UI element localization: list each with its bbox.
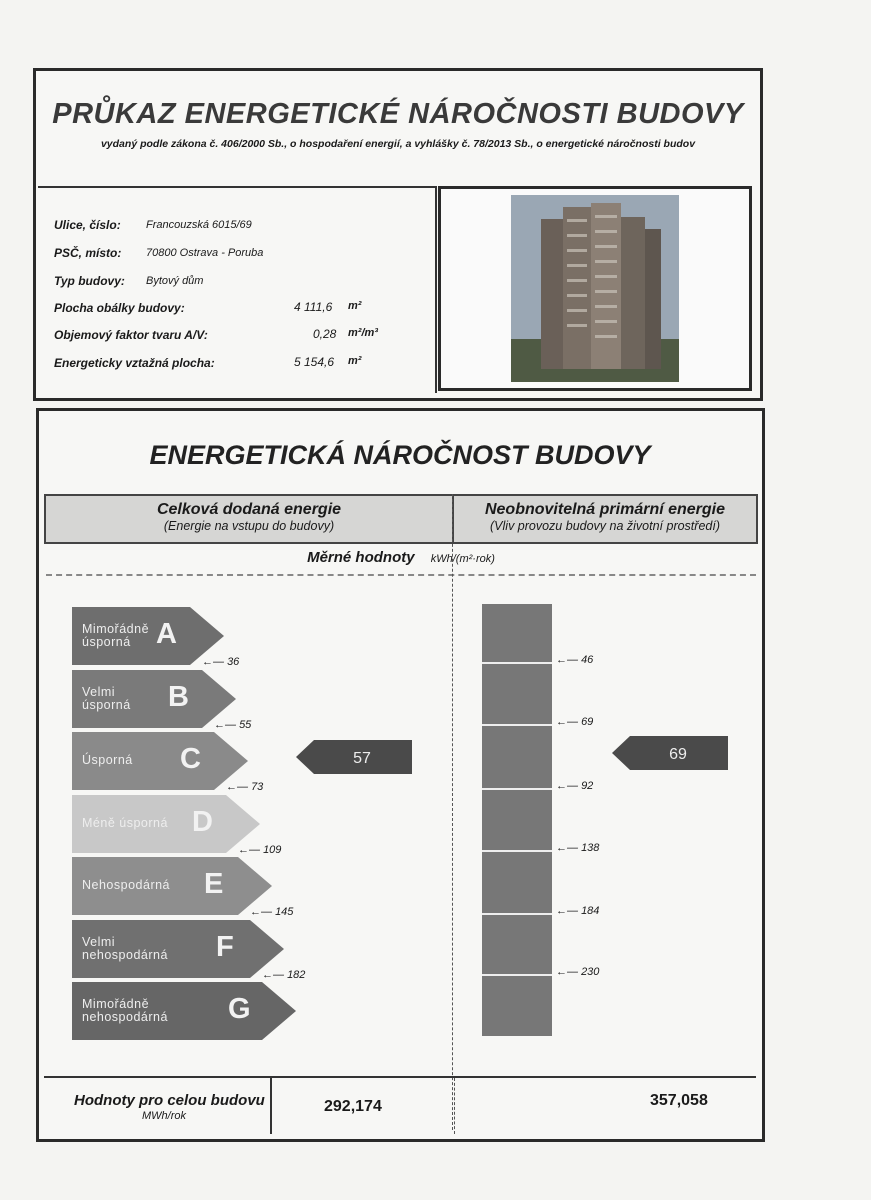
arrow-left-icon: ←— bbox=[250, 906, 276, 918]
footer-unit: MWh/rok bbox=[142, 1110, 186, 1122]
energy-class-label-line2: úsporná bbox=[82, 697, 131, 712]
bar-tick bbox=[482, 913, 552, 915]
arrow-left-icon: ←— bbox=[262, 968, 288, 981]
arrow-left-icon: ←— bbox=[202, 656, 228, 668]
footer-left-value: 292,174 bbox=[324, 1098, 382, 1115]
left-threshold bbox=[226, 781, 263, 793]
left-threshold bbox=[202, 656, 239, 668]
bar-tick bbox=[482, 788, 552, 790]
energy-class-label-line1: Velmi bbox=[82, 934, 116, 949]
right-value: 69 bbox=[669, 746, 687, 763]
energy-class-label bbox=[82, 754, 133, 767]
energy-class-label-line2: nehospodárná bbox=[82, 947, 168, 962]
energy-class-e bbox=[72, 857, 274, 915]
column-divider bbox=[452, 494, 453, 1130]
energy-class-label bbox=[82, 686, 131, 712]
left-threshold-value: 55 bbox=[239, 718, 252, 731]
right-threshold bbox=[556, 905, 599, 917]
specific-unit: kWh/(m²·rok) bbox=[430, 553, 495, 565]
energy-class-letter: B bbox=[168, 680, 189, 713]
shape-label: Objemový faktor tvaru A/V: bbox=[54, 328, 208, 342]
right-column-header bbox=[452, 494, 758, 544]
certificate-title: PRŮKAZ ENERGETICKÉ NÁROČNOSTI BUDOVY bbox=[52, 98, 744, 130]
right-threshold bbox=[556, 780, 593, 792]
bar-tick bbox=[482, 974, 552, 976]
arrow-left-icon: ←— bbox=[556, 905, 582, 917]
type-label: Typ budovy: bbox=[54, 274, 125, 288]
energy-class-letter: F bbox=[216, 930, 234, 963]
specific-values-label bbox=[46, 549, 756, 566]
footer-divider-2 bbox=[454, 1078, 455, 1134]
specific-label: Měrné hodnoty bbox=[307, 549, 415, 566]
right-threshold bbox=[556, 654, 593, 666]
left-threshold-value: 73 bbox=[251, 781, 264, 793]
arrow-left-icon: ←— bbox=[556, 966, 582, 978]
energy-class-label bbox=[82, 998, 168, 1024]
right-threshold bbox=[556, 716, 593, 728]
envelope-label: Plocha obálky budovy: bbox=[54, 301, 185, 315]
right-threshold bbox=[556, 966, 599, 978]
energy-class-label-line1: Úsporná bbox=[82, 753, 133, 767]
left-value: 57 bbox=[353, 750, 371, 767]
right-threshold-value: 184 bbox=[581, 905, 600, 917]
right-sub: (Vliv provozu budovy na životní prostředí) bbox=[490, 519, 720, 533]
bar-tick bbox=[482, 850, 552, 852]
left-column-header bbox=[44, 494, 454, 544]
energy-class-letter: A bbox=[156, 618, 177, 650]
footer-row bbox=[44, 1076, 756, 1134]
arrow-left-icon: ←— bbox=[556, 654, 582, 666]
energy-class-label-line1: Mimořádně bbox=[82, 997, 150, 1011]
energy-class-label bbox=[82, 879, 170, 892]
energy-class-letter: D bbox=[192, 805, 213, 838]
energy-class-letter: E bbox=[204, 868, 224, 900]
energy-class-label bbox=[82, 623, 149, 649]
energy-class-letter: G bbox=[228, 993, 251, 1025]
envelope-value: 4 111,6 bbox=[294, 300, 333, 314]
arrow-left-icon: ←— bbox=[226, 781, 252, 793]
left-threshold-value: 182 bbox=[287, 968, 306, 981]
left-threshold bbox=[262, 969, 305, 981]
left-threshold bbox=[250, 906, 293, 918]
energy-class-f bbox=[72, 920, 286, 978]
zip-value: 70800 Ostrava - Poruba bbox=[146, 247, 264, 259]
bar-tick bbox=[482, 662, 552, 664]
right-threshold-value: 230 bbox=[581, 966, 600, 978]
area-unit: m² bbox=[348, 355, 362, 367]
building-photo bbox=[438, 186, 752, 391]
energy-class-g bbox=[72, 982, 298, 1040]
performance-title: ENERGETICKÁ NÁROČNOST BUDOVY bbox=[149, 440, 651, 470]
primary-energy-bar bbox=[482, 604, 552, 1036]
left-threshold-value: 36 bbox=[227, 656, 240, 668]
building-info bbox=[38, 186, 437, 393]
right-head: Neobnovitelná primární energie bbox=[484, 501, 726, 518]
footer-divider bbox=[270, 1078, 272, 1134]
street-value: Francouzská 6015/69 bbox=[146, 219, 252, 231]
energy-class-c bbox=[72, 732, 250, 790]
right-threshold-value: 92 bbox=[581, 780, 594, 792]
left-value-marker bbox=[296, 740, 412, 774]
street-label: Ulice, číslo: bbox=[54, 218, 121, 232]
building-photo-image bbox=[441, 189, 749, 388]
dotted-divider bbox=[46, 574, 756, 576]
left-threshold-value: 109 bbox=[263, 843, 282, 856]
left-threshold bbox=[214, 719, 251, 731]
shape-unit: m²/m³ bbox=[348, 327, 378, 339]
arrow-left-icon: ←— bbox=[238, 843, 264, 856]
right-threshold-value: 46 bbox=[581, 654, 594, 666]
right-threshold-value: 69 bbox=[581, 716, 594, 728]
footer-label: Hodnoty pro celou budovu bbox=[74, 1092, 265, 1109]
energy-class-d bbox=[72, 795, 262, 853]
energy-class-label bbox=[82, 936, 168, 962]
area-value: 5 154,6 bbox=[294, 355, 335, 369]
energy-class-label-line1: Méně úsporná bbox=[82, 815, 168, 830]
left-threshold-value: 145 bbox=[275, 906, 294, 918]
certificate-subtitle: vydaný podle zákona č. 406/2000 Sb., o hospodaření energií, a vyhlášky č. 78/2013 Sb., o energetické náročnosti budov bbox=[100, 138, 696, 150]
arrow-left-icon: ←— bbox=[214, 718, 240, 731]
arrow-left-icon: ←— bbox=[556, 780, 582, 792]
area-label: Energeticky vztažná plocha: bbox=[54, 356, 215, 370]
left-head: Celková dodaná energie bbox=[156, 501, 342, 518]
envelope-unit: m² bbox=[348, 300, 362, 312]
left-sub: (Energie na vstupu do budovy) bbox=[163, 519, 335, 533]
left-threshold bbox=[238, 844, 281, 856]
type-value: Bytový dům bbox=[146, 275, 204, 287]
energy-class-letter: C bbox=[180, 743, 201, 775]
energy-class-label-line1: Nehospodárná bbox=[82, 878, 171, 892]
energy-class-label-line1: Mimořádně bbox=[82, 622, 150, 636]
energy-class-label-line2: úsporná bbox=[82, 635, 131, 649]
energy-class-label bbox=[82, 817, 168, 830]
right-value-marker bbox=[612, 736, 728, 770]
arrow-left-icon: ←— bbox=[556, 842, 582, 854]
arrow-left-icon: ←— bbox=[556, 716, 582, 728]
right-threshold bbox=[556, 842, 599, 854]
footer-right-value: 357,058 bbox=[650, 1092, 708, 1109]
right-threshold-value: 138 bbox=[581, 842, 600, 854]
bar-tick bbox=[482, 724, 552, 726]
shape-value: 0,28 bbox=[313, 327, 337, 341]
zip-label: PSČ, místo: bbox=[54, 246, 122, 260]
energy-class-label-line1: Velmi bbox=[82, 684, 116, 699]
energy-class-label-line2: nehospodárná bbox=[82, 1010, 168, 1024]
